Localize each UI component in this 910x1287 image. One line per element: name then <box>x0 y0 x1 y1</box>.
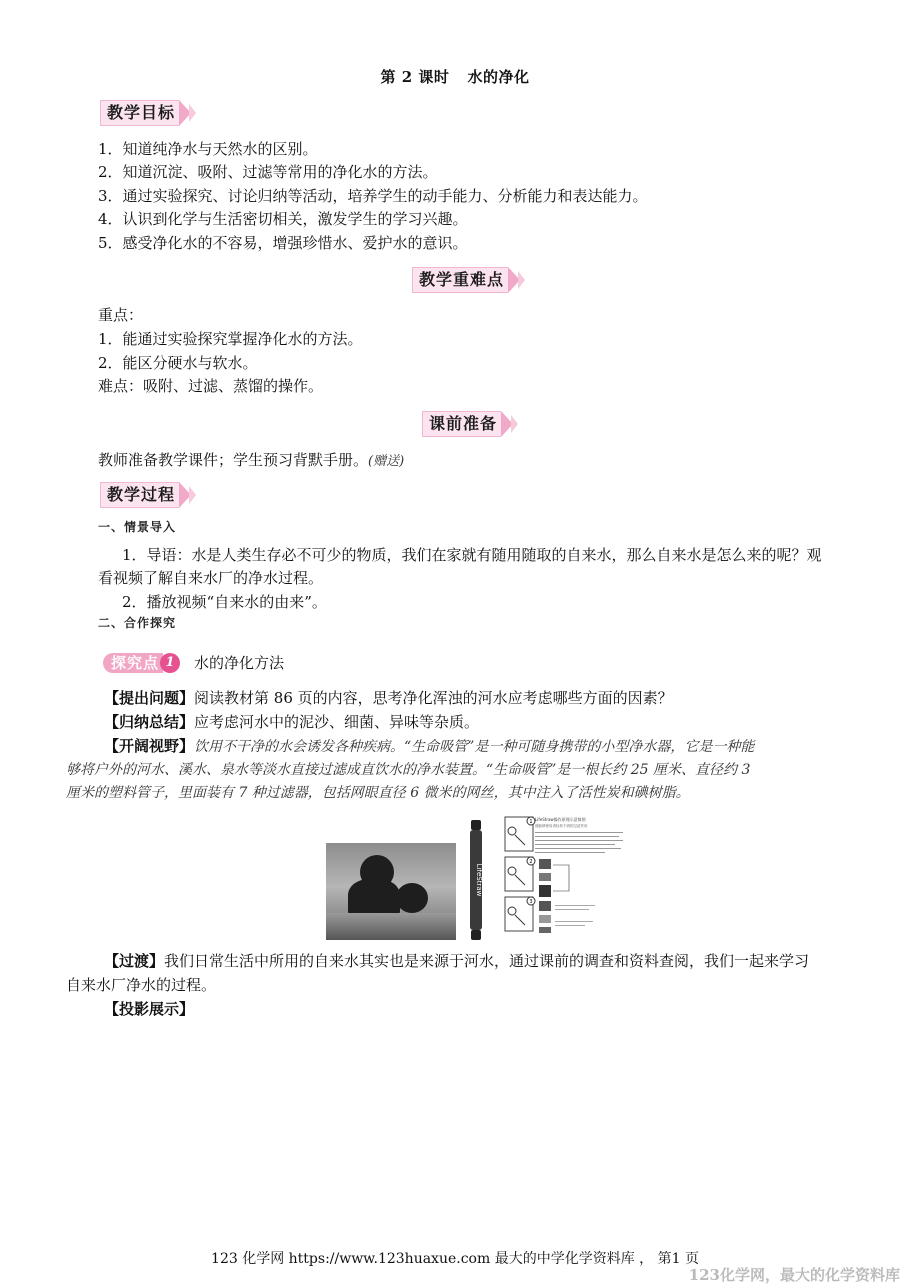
watermark: 123化学网，最大的化学资料库 <box>688 1266 900 1284</box>
section-goals-heading <box>100 100 196 126</box>
river-drinking-photo <box>326 843 456 940</box>
intro-line: 2．播放视频“自来水的由来”。 <box>122 593 327 611</box>
arrow-icon <box>189 486 196 504</box>
goal-item: 2．知道沉淀、吸附、过滤等常用的净化水的方法。 <box>98 163 438 181</box>
horizon-text: 厘米的塑料管子，里面装有 7 种过滤器，包括网眼直径 6 微米的网丝，其中注入了活性炭和碘树脂。 <box>66 785 690 801</box>
transition-tag: 【过渡】 <box>104 952 165 970</box>
keypoint-item: 2．能区分硬水与软水。 <box>98 354 258 372</box>
arrow-icon <box>518 271 525 289</box>
usage-steps-icon <box>503 815 537 935</box>
question-text: 阅读教材第 86 页的内容，思考净化浑浊的河水应考虑哪些方面的因素？ <box>194 689 673 707</box>
preparation-line <box>98 449 404 473</box>
section-preparation-heading <box>422 411 518 437</box>
lifestraw-icon <box>466 820 486 940</box>
horizon-text: 够将户外的河水、溪水、泉水等淡水直接过滤成直饮水的净水装置。“生命吸管”是一根长约 25 厘米、直径约 3 <box>66 762 751 778</box>
horizon-line <box>104 735 754 759</box>
explore-label: 探究点 <box>103 653 163 673</box>
explore-number: 1 <box>160 653 180 673</box>
step-number: 3 <box>529 899 533 905</box>
filter-diagram-icon <box>533 815 627 937</box>
arrow-icon <box>511 415 518 433</box>
info-subtitle: 便能够使用者轻松不到的过滤作用 <box>535 824 588 828</box>
question-tag: 【提出问题】 <box>104 689 195 707</box>
transition-text: 我们日常生活中所用的自来水其实也是来源于河水，通过课前的调查和资料查阅，我们一起来学习 <box>164 952 810 970</box>
section-goals-label: 教学目标 <box>100 100 179 126</box>
transition-line <box>104 950 809 973</box>
page-title <box>0 66 910 87</box>
section-keypoints-label: 教学重难点 <box>412 267 508 293</box>
preparation-text: 教师准备教学课件；学生预习背默手册。 <box>98 451 369 469</box>
intro-line: 看视频了解自来水厂的净水过程。 <box>98 569 324 587</box>
explore-point-heading <box>103 652 284 673</box>
difficulty-line: 难点：吸附、过滤、蒸馏的操作。 <box>98 377 324 395</box>
goal-item: 1．知道纯净水与天然水的区别。 <box>98 140 318 158</box>
part2-heading: 二、合作探究 <box>98 616 177 630</box>
section-preparation-label: 课前准备 <box>422 411 501 437</box>
summary-line <box>104 711 479 734</box>
preparation-note: (赠送) <box>368 454 405 469</box>
step-number: 1 <box>529 819 533 825</box>
lesson-topic: 水的净化 <box>467 68 530 86</box>
summary-text: 应考虑河水中的泥沙、细菌、异味等杂质。 <box>194 713 480 731</box>
horizon-tag: 【开阔视野】 <box>104 737 195 755</box>
keypoint-label: 重点： <box>98 306 144 324</box>
info-title: LifeStraw操作原理示意简图 <box>535 817 586 822</box>
section-process-heading <box>100 482 196 508</box>
projection-tag: 【投影展示】 <box>104 1000 195 1018</box>
section-process-label: 教学过程 <box>100 482 179 508</box>
intro-line: 1．导语：水是人类生存必不可少的物质，我们在家就有随用随取的自来水，那么自来水是怎么来的呢？观 <box>122 546 822 564</box>
transition-text: 自来水厂净水的过程。 <box>66 976 217 994</box>
arrow-icon <box>189 104 196 122</box>
lesson-number: 第 2 课时 <box>380 68 450 86</box>
page-footer: 123 化学网 https://www.123huaxue.com 最大的中学化学资料库 ， 第1 页 <box>211 1251 699 1267</box>
section-keypoints-heading <box>412 267 525 293</box>
summary-tag: 【归纳总结】 <box>104 713 195 731</box>
goal-item: 3．通过实验探究、讨论归纳等活动，培养学生的动手能力、分析能力和表达能力。 <box>98 187 648 205</box>
lifestraw-brand-text: LifeStraw <box>475 863 483 897</box>
goal-item: 5．感受净化水的不容易，增强珍惜水、爱护水的意识。 <box>98 234 468 252</box>
question-line <box>104 687 673 710</box>
step-number: 2 <box>529 859 533 865</box>
part1-heading: 一、情景导入 <box>98 520 177 534</box>
goal-item: 4．认识到化学与生活密切相关，激发学生的学习兴趣。 <box>98 210 468 228</box>
explore-title: 水的净化方法 <box>194 654 285 672</box>
horizon-text: 饮用不干净的水会诱发各种疾病。“生命吸管”是一种可随身携带的小型净水器，它是一种能 <box>194 739 755 755</box>
keypoint-item: 1．能通过实验探究掌握净化水的方法。 <box>98 330 363 348</box>
